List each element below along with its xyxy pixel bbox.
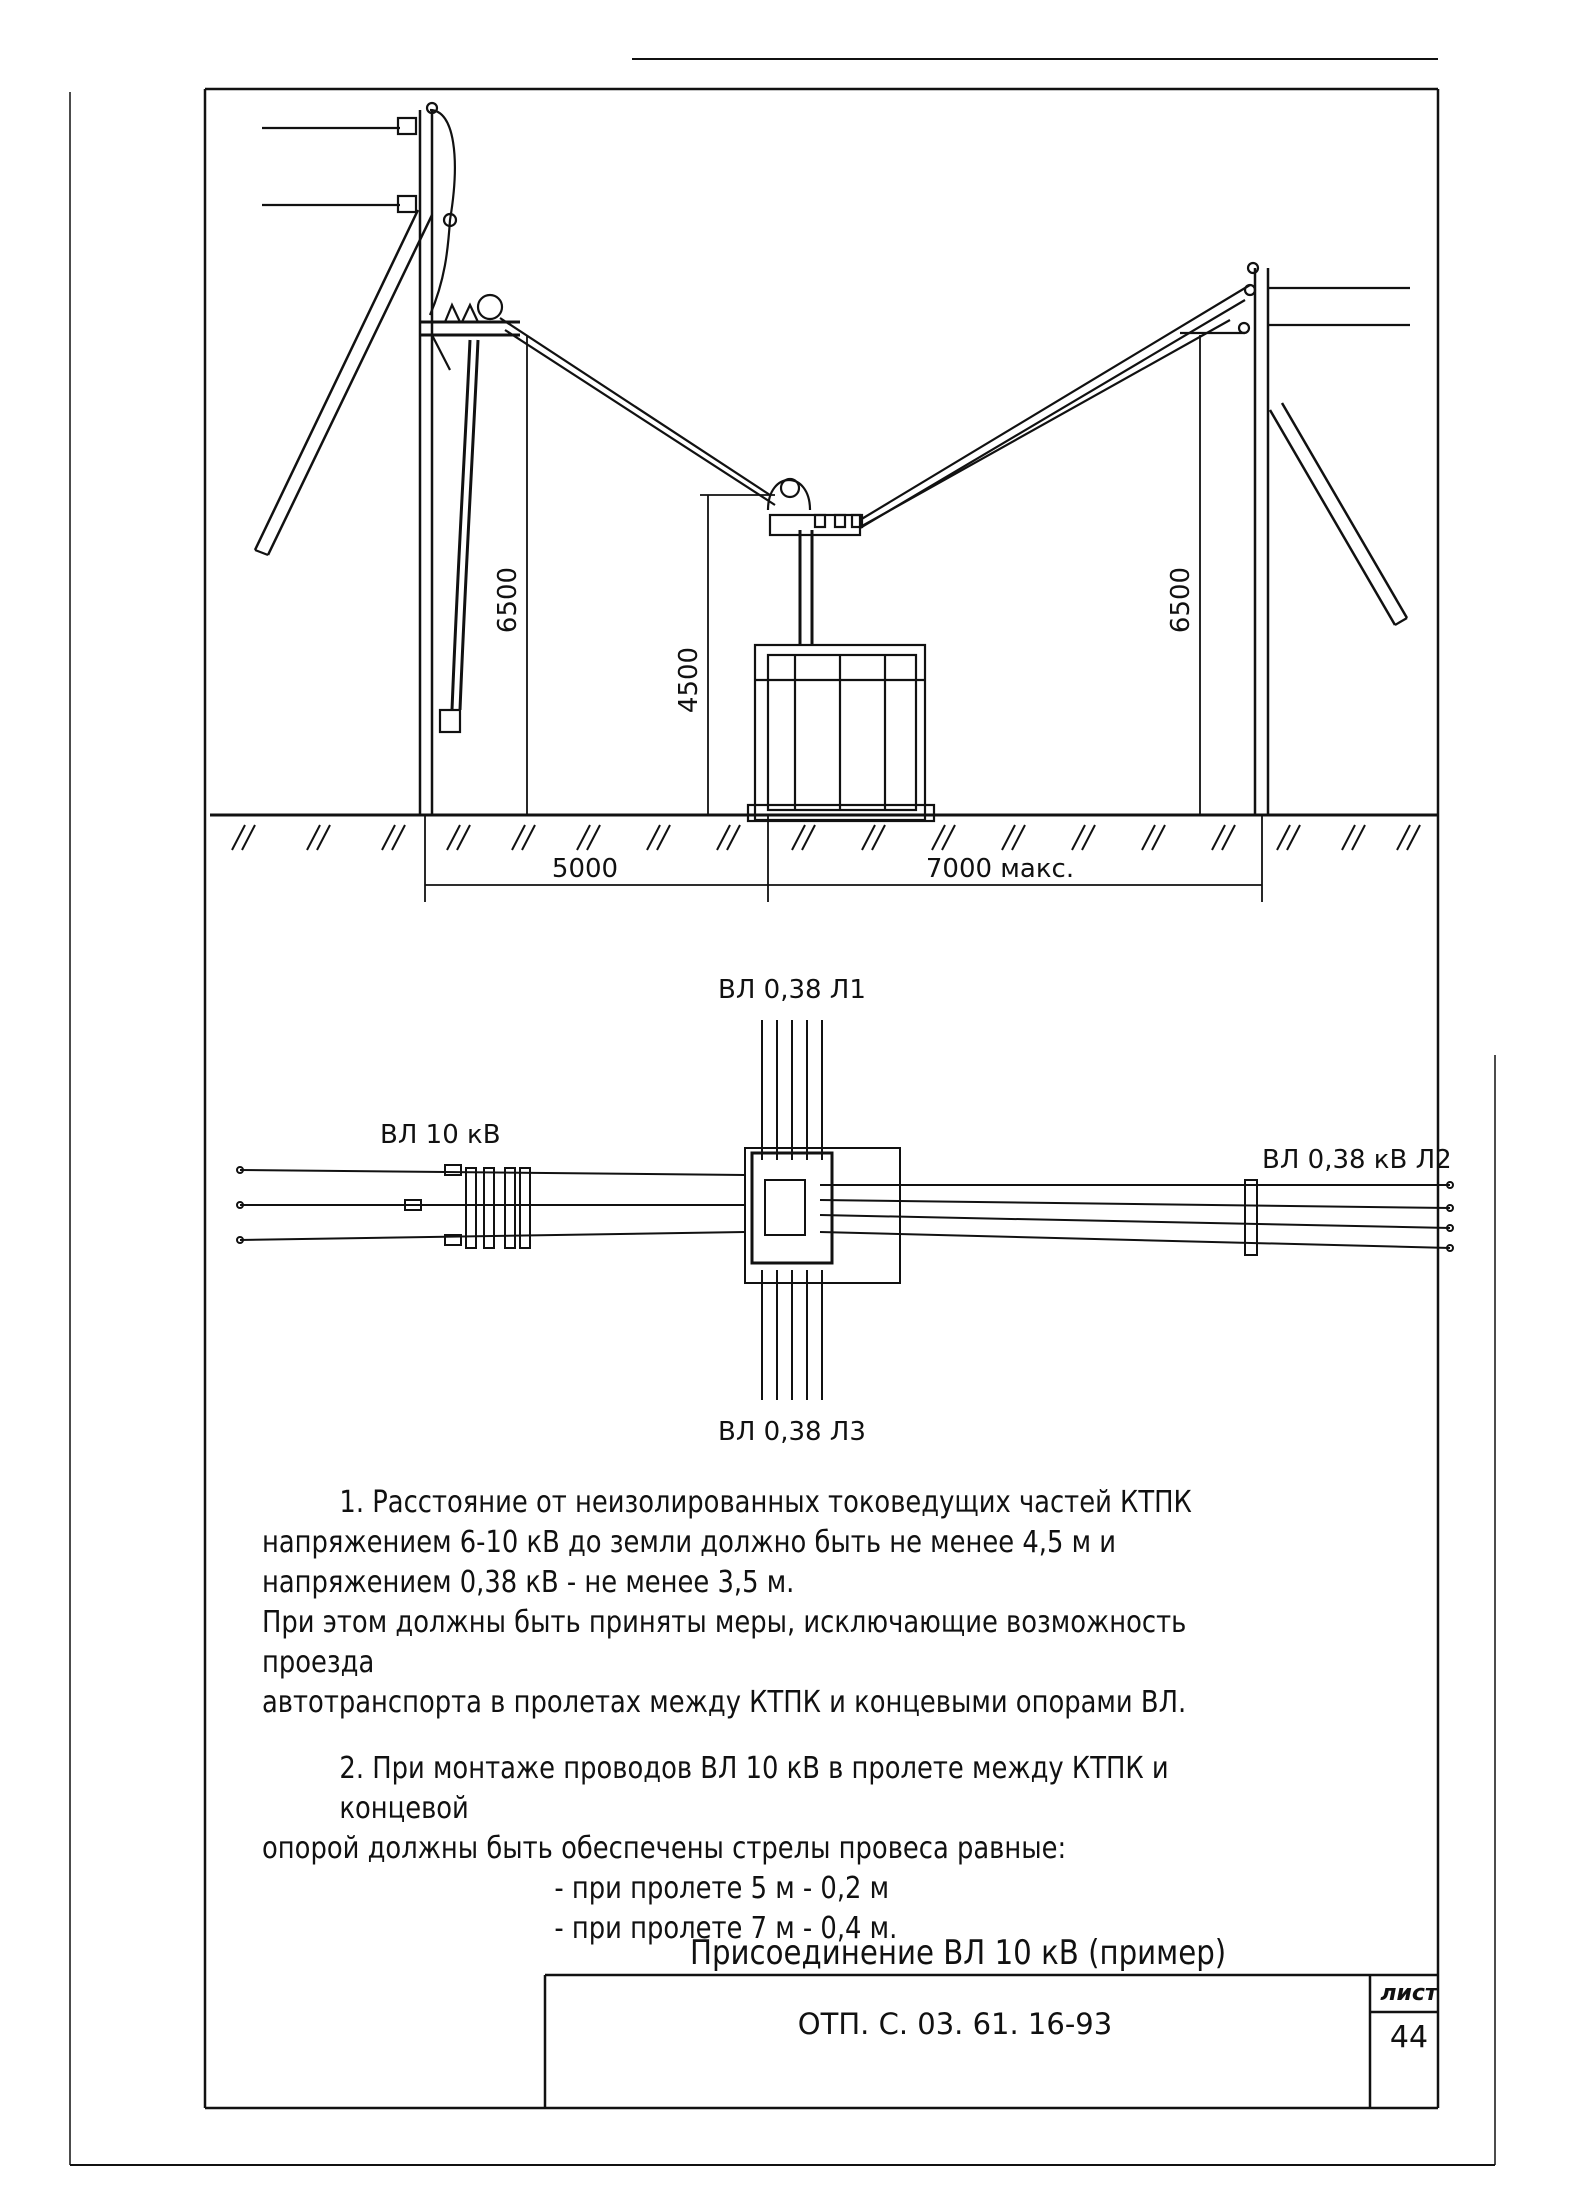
note-1-line-5: автотранспорта в пролетах между КТПК и концевыми опорами ВЛ. <box>262 1685 1187 1720</box>
ktpk-substation <box>748 479 934 821</box>
plan-view <box>237 1020 1453 1400</box>
sheet-label: лист <box>1380 1981 1438 2006</box>
notes <box>262 1483 1285 1949</box>
span-dimension <box>425 815 1262 902</box>
dim-height-right: 6500 <box>1166 566 1196 634</box>
dim-height-center: 4500 <box>674 646 704 714</box>
ground-hatch <box>232 825 1420 850</box>
title-block-frame <box>545 1975 1438 2108</box>
note-1-line-4: При этом должны быть приняты меры, исключающие возможность проезда <box>262 1605 1187 1680</box>
note-1-line-3: напряжением 0,38 кВ - не менее 3,5 м. <box>262 1565 795 1600</box>
dim-span-left: 5000 <box>551 854 619 884</box>
note-2-line-4: - при пролете 7 м - 0,4 м. <box>554 1911 898 1946</box>
plan-label-top: ВЛ 0,38 Л1 <box>718 975 866 1005</box>
vertical-dimensions <box>527 335 1200 815</box>
plan-label-left: ВЛ 10 кВ <box>380 1120 501 1150</box>
note-1-line-2: напряжением 6-10 кВ до земли должно быть не менее 4,5 м и <box>262 1525 1117 1560</box>
left-end-pole <box>255 103 520 815</box>
note-1-line-1: 1. Расстояние от неизолированных токоведущих частей КТПК <box>339 1485 1192 1520</box>
right-end-pole <box>1180 263 1410 815</box>
plan-label-bottom: ВЛ 0,38 Л3 <box>718 1417 866 1447</box>
note-2-line-2: опорой должны быть обеспечены стрелы провеса равные: <box>262 1831 1067 1866</box>
elevation-view <box>210 103 1438 902</box>
note-2-line-3: - при пролете 5 м - 0,2 м <box>554 1871 890 1906</box>
note-2-line-1: 2. При монтаже проводов ВЛ 10 кВ в пролете между КТПК и концевой <box>339 1751 1169 1826</box>
dim-height-left: 6500 <box>493 566 523 634</box>
document-number: ОТП. С. 03. 61. 16-93 <box>797 2007 1113 2041</box>
plan-label-right: ВЛ 0,38 кВ Л2 <box>1262 1145 1452 1175</box>
drawing-title: Присоединение ВЛ 10 кВ (пример) <box>690 1933 1227 1973</box>
dim-span-right: 7000 макс. <box>925 854 1075 884</box>
sheet-number: 44 <box>1389 2020 1429 2055</box>
